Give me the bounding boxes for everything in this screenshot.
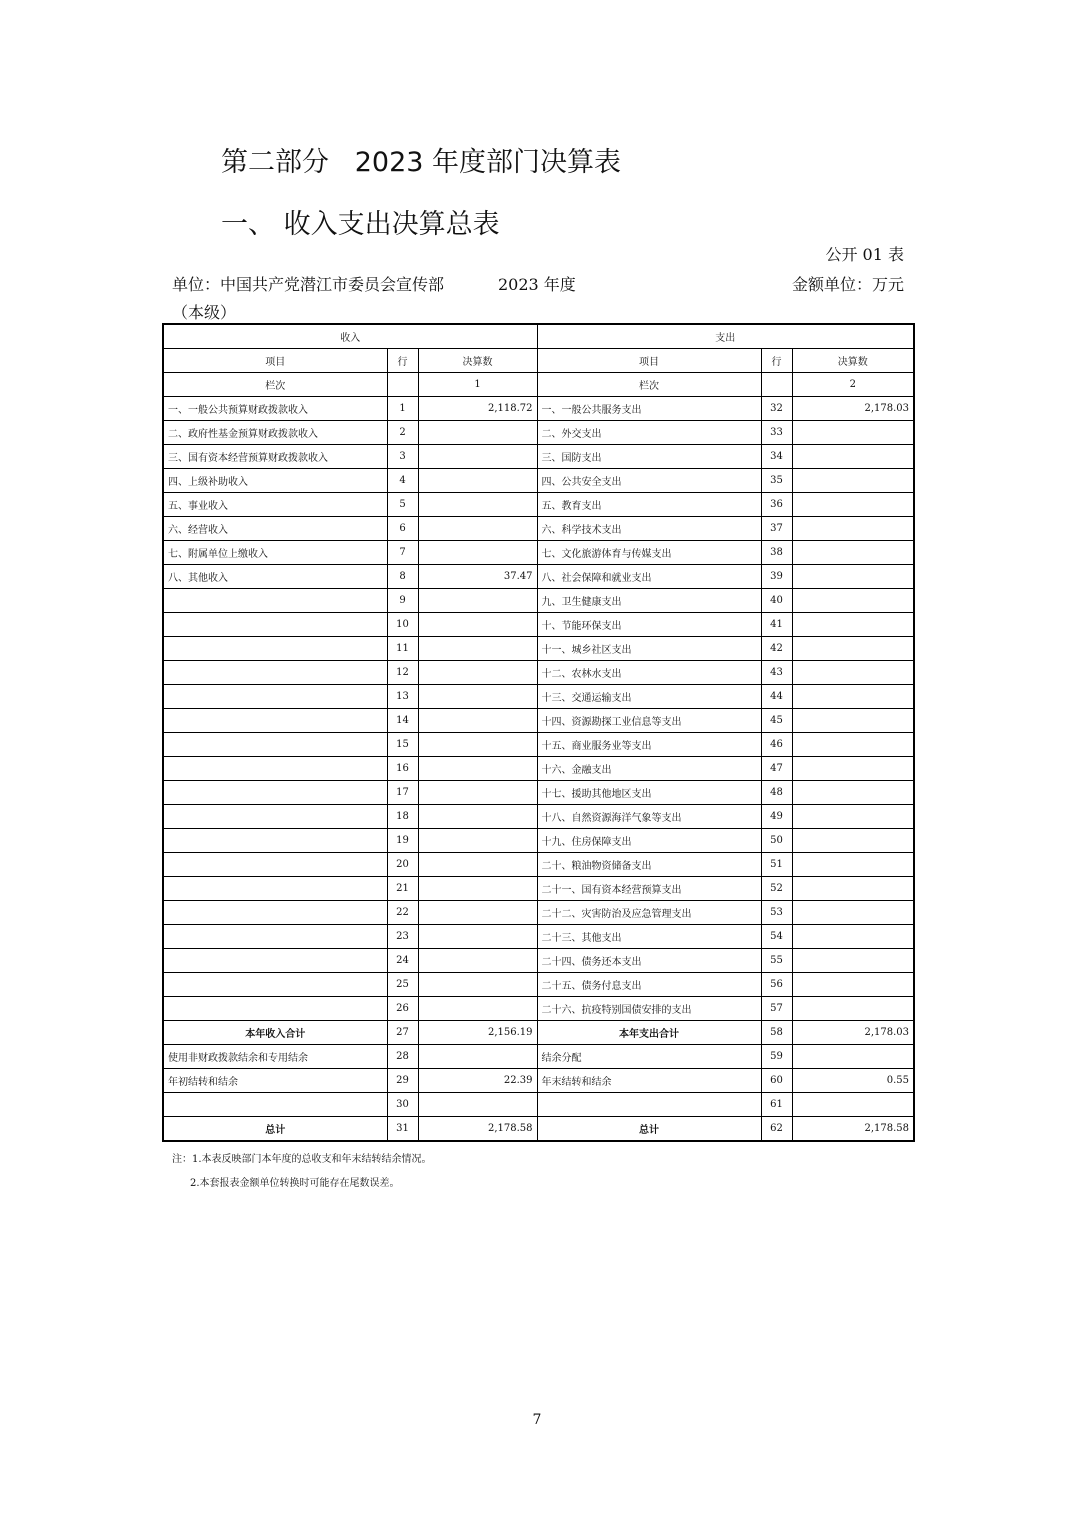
expense-row: 60 (761, 1069, 792, 1093)
part-title: 第二部分 2023 年度部门决算表 (221, 147, 622, 178)
expense-amount (792, 829, 914, 853)
expense-amount (792, 541, 914, 565)
expense-amount (792, 565, 914, 589)
expense-item: 四、公共安全支出 (537, 469, 761, 493)
income-amount: 22.39 (418, 1069, 537, 1093)
income-row: 15 (387, 733, 418, 757)
lanci-label: 栏次 (163, 373, 387, 397)
income-item: 总计 (163, 1117, 387, 1142)
expense-row: 54 (761, 925, 792, 949)
expense-header: 支出 (537, 324, 914, 349)
notes (172, 1148, 432, 1196)
expense-amount (792, 661, 914, 685)
income-item: 二、政府性基金预算财政拨款收入 (163, 421, 387, 445)
expense-row: 58 (761, 1021, 792, 1045)
year-label: 2023 年度 (498, 275, 576, 294)
income-amount (418, 829, 537, 853)
expense-amount (792, 925, 914, 949)
lanci-empty-2 (761, 373, 792, 397)
income-amount: 2,178.58 (418, 1117, 537, 1142)
expense-amount (792, 1093, 914, 1117)
expense-row: 40 (761, 589, 792, 613)
income-row: 7 (387, 541, 418, 565)
expense-amount (792, 637, 914, 661)
expense-amount (792, 997, 914, 1021)
table-row (163, 637, 914, 661)
expense-row: 59 (761, 1045, 792, 1069)
table-row (163, 565, 914, 589)
income-amount (418, 925, 537, 949)
income-amount (418, 733, 537, 757)
expense-row: 53 (761, 901, 792, 925)
income-item: 八、其他收入 (163, 565, 387, 589)
income-amount (418, 949, 537, 973)
table-row (163, 829, 914, 853)
form-number: 公开 01 表 (825, 245, 904, 264)
expense-row: 56 (761, 973, 792, 997)
expense-amount (792, 613, 914, 637)
income-row: 25 (387, 973, 418, 997)
income-amount (418, 709, 537, 733)
expense-amount (792, 757, 914, 781)
expense-row: 44 (761, 685, 792, 709)
expense-item: 总计 (537, 1117, 761, 1142)
expense-row: 51 (761, 853, 792, 877)
amount-unit-label: 金额单位：万元 (791, 275, 904, 294)
income-item (163, 757, 387, 781)
income-row: 12 (387, 661, 418, 685)
table-row (163, 709, 914, 733)
income-row: 16 (387, 757, 418, 781)
table-row (163, 1021, 914, 1045)
table-row (163, 733, 914, 757)
income-amount (418, 877, 537, 901)
table-row (163, 997, 914, 1021)
expense-item: 十五、商业服务业等支出 (537, 733, 761, 757)
income-amount (418, 973, 537, 997)
expense-row: 33 (761, 421, 792, 445)
expense-item: 十七、援助其他地区支出 (537, 781, 761, 805)
page-number: 7 (532, 1412, 542, 1428)
income-item (163, 709, 387, 733)
expense-item: 十、节能环保支出 (537, 613, 761, 637)
expense-amount (792, 781, 914, 805)
expense-row: 43 (761, 661, 792, 685)
expense-item: 一、一般公共服务支出 (537, 397, 761, 421)
income-item (163, 1093, 387, 1117)
income-item (163, 637, 387, 661)
income-amount: 2,156.19 (418, 1021, 537, 1045)
expense-amount (792, 469, 914, 493)
expense-row: 50 (761, 829, 792, 853)
expense-item: 结余分配 (537, 1045, 761, 1069)
income-row: 14 (387, 709, 418, 733)
income-amount (418, 853, 537, 877)
expense-row: 57 (761, 997, 792, 1021)
income-item: 五、事业收入 (163, 493, 387, 517)
income-row: 21 (387, 877, 418, 901)
income-item (163, 733, 387, 757)
expense-item: 二十六、抗疫特别国债安排的支出 (537, 997, 761, 1021)
income-row: 2 (387, 421, 418, 445)
expense-item: 十六、金融支出 (537, 757, 761, 781)
expense-row: 41 (761, 613, 792, 637)
table-row (163, 805, 914, 829)
table-header-row (163, 324, 914, 349)
expense-row: 47 (761, 757, 792, 781)
income-item (163, 805, 387, 829)
income-amount (418, 661, 537, 685)
table-row (163, 1069, 914, 1093)
table-row (163, 493, 914, 517)
income-row: 29 (387, 1069, 418, 1093)
table-row (163, 613, 914, 637)
expense-item: 十三、交通运输支出 (537, 685, 761, 709)
table-row (163, 445, 914, 469)
expense-item: 二十二、灾害防治及应急管理支出 (537, 901, 761, 925)
expense-amount (792, 949, 914, 973)
income-item: 使用非财政拨款结余和专用结余 (163, 1045, 387, 1069)
column-header-row (163, 349, 914, 373)
expense-item: 十一、城乡社区支出 (537, 637, 761, 661)
income-amount (418, 901, 537, 925)
expense-item: 八、社会保障和就业支出 (537, 565, 761, 589)
expense-row: 46 (761, 733, 792, 757)
income-amount (418, 421, 537, 445)
income-item: 三、国有资本经营预算财政拨款收入 (163, 445, 387, 469)
table-row (163, 901, 914, 925)
expense-row: 32 (761, 397, 792, 421)
income-row: 19 (387, 829, 418, 853)
expense-item: 十四、资源勘探工业信息等支出 (537, 709, 761, 733)
table-row (163, 781, 914, 805)
income-amount (418, 589, 537, 613)
table-row (163, 397, 914, 421)
income-row: 28 (387, 1045, 418, 1069)
expense-amount (792, 901, 914, 925)
expense-item: 二、外交支出 (537, 421, 761, 445)
expense-item: 十九、住房保障支出 (537, 829, 761, 853)
expense-row: 49 (761, 805, 792, 829)
income-row: 9 (387, 589, 418, 613)
expense-item: 二十一、国有资本经营预算支出 (537, 877, 761, 901)
expense-row: 35 (761, 469, 792, 493)
table-row (163, 1117, 914, 1142)
table-row (163, 949, 914, 973)
expense-amount (792, 877, 914, 901)
income-amount (418, 613, 537, 637)
expense-item: 十八、自然资源海洋气象等支出 (537, 805, 761, 829)
expense-row: 39 (761, 565, 792, 589)
table-row (163, 661, 914, 685)
income-item (163, 973, 387, 997)
income-item (163, 829, 387, 853)
expense-amount (792, 853, 914, 877)
income-item (163, 685, 387, 709)
expense-row: 48 (761, 781, 792, 805)
income-item: 六、经营收入 (163, 517, 387, 541)
income-amount (418, 493, 537, 517)
expense-row: 62 (761, 1117, 792, 1142)
expense-row: 52 (761, 877, 792, 901)
expense-row: 61 (761, 1093, 792, 1117)
expense-item: 二十三、其他支出 (537, 925, 761, 949)
income-item (163, 997, 387, 1021)
income-row: 22 (387, 901, 418, 925)
expense-amount (792, 1045, 914, 1069)
income-item (163, 853, 387, 877)
lanci-row (163, 373, 914, 397)
table-row (163, 541, 914, 565)
col-item: 项目 (163, 349, 387, 373)
expense-row: 45 (761, 709, 792, 733)
expense-amount (792, 517, 914, 541)
expense-amount (792, 685, 914, 709)
expense-item (537, 1093, 761, 1117)
expense-amount: 2,178.58 (792, 1117, 914, 1142)
income-amount (418, 637, 537, 661)
table-row (163, 925, 914, 949)
expense-amount (792, 421, 914, 445)
expense-item: 二十五、债务付息支出 (537, 973, 761, 997)
income-amount (418, 781, 537, 805)
expense-item: 十二、农林水支出 (537, 661, 761, 685)
lanci-empty (387, 373, 418, 397)
income-header: 收入 (163, 324, 537, 349)
income-amount (418, 541, 537, 565)
expense-amount: 2,178.03 (792, 397, 914, 421)
income-row: 27 (387, 1021, 418, 1045)
expense-row: 37 (761, 517, 792, 541)
income-row: 6 (387, 517, 418, 541)
income-item (163, 781, 387, 805)
expense-row: 36 (761, 493, 792, 517)
expense-item: 二十四、债务还本支出 (537, 949, 761, 973)
income-item: 本年收入合计 (163, 1021, 387, 1045)
income-amount (418, 469, 537, 493)
income-row: 31 (387, 1117, 418, 1142)
table-row (163, 589, 914, 613)
income-row: 24 (387, 949, 418, 973)
expense-item: 三、国防支出 (537, 445, 761, 469)
income-row: 30 (387, 1093, 418, 1117)
expense-row: 55 (761, 949, 792, 973)
income-row: 20 (387, 853, 418, 877)
income-item (163, 877, 387, 901)
note-1: 注：1.本表反映部门本年度的总收支和年末结转结余情况。 (172, 1154, 432, 1165)
expense-amount (792, 805, 914, 829)
expense-row: 34 (761, 445, 792, 469)
income-item: 七、附属单位上缴收入 (163, 541, 387, 565)
lanci-label-2: 栏次 (537, 373, 761, 397)
table-row (163, 517, 914, 541)
table-row (163, 685, 914, 709)
income-amount (418, 517, 537, 541)
expense-item: 六、科学技术支出 (537, 517, 761, 541)
expense-item: 九、卫生健康支出 (537, 589, 761, 613)
col-row: 行 (387, 349, 418, 373)
col-amount-2: 决算数 (792, 349, 914, 373)
expense-row: 38 (761, 541, 792, 565)
income-item (163, 901, 387, 925)
expense-item: 年末结转和结余 (537, 1069, 761, 1093)
income-amount (418, 805, 537, 829)
expense-amount (792, 733, 914, 757)
income-amount (418, 1045, 537, 1069)
note-2: 2.本套报表金额单位转换时可能存在尾数误差。 (190, 1178, 400, 1189)
income-item: 四、上级补助收入 (163, 469, 387, 493)
income-expense-table (162, 323, 915, 1142)
section-title: 一、 收入支出决算总表 (221, 209, 500, 240)
income-amount (418, 757, 537, 781)
table-row (163, 973, 914, 997)
expense-item: 本年支出合计 (537, 1021, 761, 1045)
expense-amount (792, 973, 914, 997)
income-row: 10 (387, 613, 418, 637)
table-row (163, 421, 914, 445)
expense-row: 42 (761, 637, 792, 661)
lanci-2: 2 (792, 373, 914, 397)
income-row: 11 (387, 637, 418, 661)
expense-amount (792, 709, 914, 733)
income-row: 1 (387, 397, 418, 421)
income-item: 一、一般公共预算财政拨款收入 (163, 397, 387, 421)
income-row: 17 (387, 781, 418, 805)
income-amount (418, 445, 537, 469)
income-amount (418, 997, 537, 1021)
col-amount: 决算数 (418, 349, 537, 373)
income-item (163, 661, 387, 685)
income-amount (418, 1093, 537, 1117)
expense-amount: 2,178.03 (792, 1021, 914, 1045)
expense-item: 二十、粮油物资储备支出 (537, 853, 761, 877)
income-item (163, 949, 387, 973)
lanci-1: 1 (418, 373, 537, 397)
expense-amount (792, 589, 914, 613)
col-item-2: 项目 (537, 349, 761, 373)
table-row (163, 1045, 914, 1069)
expense-amount (792, 445, 914, 469)
col-row-2: 行 (761, 349, 792, 373)
income-row: 4 (387, 469, 418, 493)
unit-label: 单位：中国共产党潜江市委员会宣传部（本级） (172, 275, 445, 322)
income-item (163, 613, 387, 637)
income-row: 8 (387, 565, 418, 589)
income-amount (418, 685, 537, 709)
table-row (163, 469, 914, 493)
income-amount: 2,118.72 (418, 397, 537, 421)
income-row: 5 (387, 493, 418, 517)
income-item (163, 589, 387, 613)
expense-item: 五、教育支出 (537, 493, 761, 517)
income-amount: 37.47 (418, 565, 537, 589)
expense-item: 七、文化旅游体育与传媒支出 (537, 541, 761, 565)
income-row: 18 (387, 805, 418, 829)
income-item (163, 925, 387, 949)
income-row: 3 (387, 445, 418, 469)
table-row (163, 1093, 914, 1117)
income-item: 年初结转和结余 (163, 1069, 387, 1093)
expense-amount: 0.55 (792, 1069, 914, 1093)
income-row: 26 (387, 997, 418, 1021)
income-row: 23 (387, 925, 418, 949)
expense-amount (792, 493, 914, 517)
table-row (163, 877, 914, 901)
income-row: 13 (387, 685, 418, 709)
table-row (163, 757, 914, 781)
table-row (163, 853, 914, 877)
